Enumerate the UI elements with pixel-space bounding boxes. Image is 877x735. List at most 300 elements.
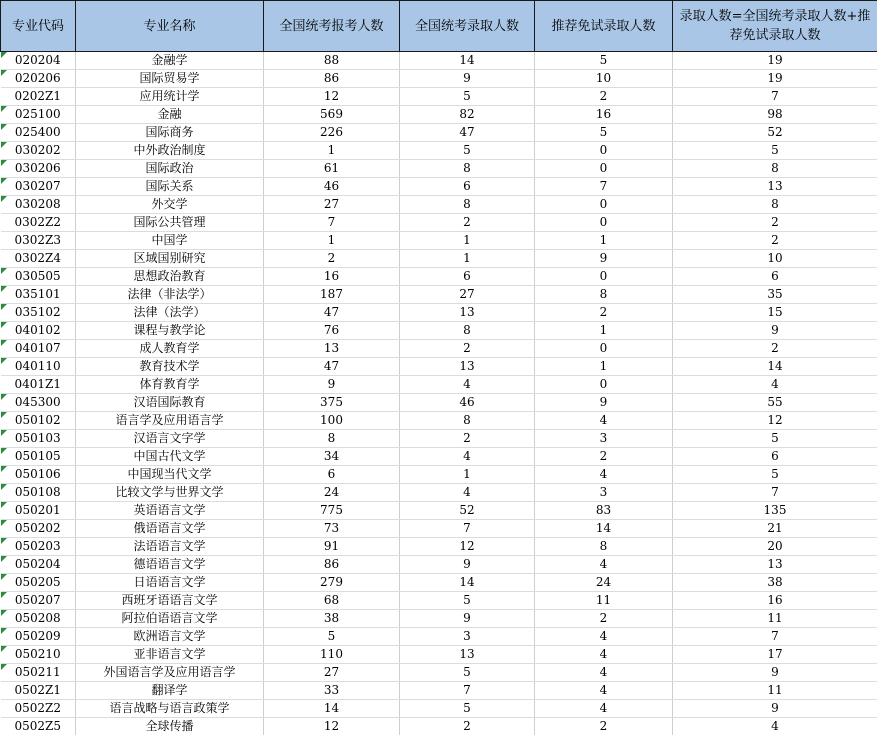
col-header-national-exam-admitted[interactable]: 全国统考录取人数 bbox=[400, 1, 535, 52]
col-header-total-admitted-formula[interactable]: 录取人数=全国统考录取人数+推荐免试录取人数 bbox=[673, 1, 877, 52]
cell-code[interactable]: 025100 bbox=[1, 106, 76, 124]
table-row bbox=[1, 610, 877, 628]
cell-total[interactable]: 35 bbox=[673, 286, 877, 304]
cell-name[interactable]: 外交学 bbox=[76, 196, 264, 214]
cell-name[interactable]: 西班牙语语言文学 bbox=[76, 592, 264, 610]
cell-exempt[interactable]: 4 bbox=[535, 646, 673, 664]
col-header-major-name[interactable]: 专业名称 bbox=[76, 1, 264, 52]
cell-applied[interactable]: 7 bbox=[264, 214, 400, 232]
cell-total[interactable]: 19 bbox=[673, 70, 877, 88]
cell-applied[interactable]: 47 bbox=[264, 304, 400, 322]
cell-admitted[interactable]: 2 bbox=[400, 214, 535, 232]
number-stored-as-text-flag-icon bbox=[1, 610, 7, 616]
cell-code[interactable]: 030202 bbox=[1, 142, 76, 160]
cell-applied[interactable]: 86 bbox=[264, 70, 400, 88]
cell-total[interactable]: 15 bbox=[673, 304, 877, 322]
cell-name[interactable]: 中外政治制度 bbox=[76, 142, 264, 160]
cell-exempt[interactable]: 2 bbox=[535, 448, 673, 466]
cell-applied[interactable]: 1 bbox=[264, 232, 400, 250]
cell-total[interactable]: 38 bbox=[673, 574, 877, 592]
cell-total[interactable]: 20 bbox=[673, 538, 877, 556]
cell-applied[interactable]: 5 bbox=[264, 628, 400, 646]
cell-code[interactable]: 020206 bbox=[1, 70, 76, 88]
cell-code[interactable]: 0502Z5 bbox=[1, 718, 76, 735]
cell-applied[interactable]: 569 bbox=[264, 106, 400, 124]
cell-exempt[interactable]: 14 bbox=[535, 520, 673, 538]
cell-total[interactable]: 135 bbox=[673, 502, 877, 520]
col-header-recommended-exempt-admitted[interactable]: 推荐免试录取人数 bbox=[535, 1, 673, 52]
cell-admitted[interactable]: 27 bbox=[400, 286, 535, 304]
cell-exempt[interactable]: 4 bbox=[535, 556, 673, 574]
cell-admitted[interactable]: 8 bbox=[400, 160, 535, 178]
cell-code[interactable]: 0302Z4 bbox=[1, 250, 76, 268]
table-header-row bbox=[1, 1, 877, 52]
cell-code[interactable]: 040102 bbox=[1, 322, 76, 340]
cell-total[interactable]: 9 bbox=[673, 700, 877, 718]
cell-code[interactable]: 050103 bbox=[1, 430, 76, 448]
cell-exempt[interactable]: 4 bbox=[535, 412, 673, 430]
cell-total[interactable]: 9 bbox=[673, 664, 877, 682]
table-row bbox=[1, 664, 877, 682]
cell-code[interactable]: 050203 bbox=[1, 538, 76, 556]
cell-applied[interactable]: 1 bbox=[264, 142, 400, 160]
cell-name[interactable]: 欧洲语言文学 bbox=[76, 628, 264, 646]
table-row bbox=[1, 124, 877, 142]
cell-code[interactable]: 050106 bbox=[1, 466, 76, 484]
cell-name[interactable]: 成人教育学 bbox=[76, 340, 264, 358]
table-row bbox=[1, 556, 877, 574]
cell-applied[interactable]: 88 bbox=[264, 52, 400, 70]
number-stored-as-text-flag-icon bbox=[1, 142, 7, 148]
cell-applied[interactable]: 46 bbox=[264, 178, 400, 196]
cell-admitted[interactable]: 6 bbox=[400, 178, 535, 196]
cell-exempt[interactable]: 3 bbox=[535, 430, 673, 448]
cell-name[interactable]: 体育教育学 bbox=[76, 376, 264, 394]
cell-admitted[interactable]: 5 bbox=[400, 142, 535, 160]
table-row bbox=[1, 502, 877, 520]
cell-exempt[interactable]: 1 bbox=[535, 232, 673, 250]
cell-total[interactable]: 8 bbox=[673, 160, 877, 178]
cell-code[interactable]: 0401Z1 bbox=[1, 376, 76, 394]
number-stored-as-text-flag-icon bbox=[1, 628, 7, 634]
number-stored-as-text-flag-icon bbox=[1, 196, 7, 202]
cell-exempt[interactable]: 2 bbox=[535, 718, 673, 735]
cell-name[interactable]: 中国古代文学 bbox=[76, 448, 264, 466]
cell-applied[interactable]: 68 bbox=[264, 592, 400, 610]
table-row bbox=[1, 520, 877, 538]
number-stored-as-text-flag-icon bbox=[1, 574, 7, 580]
cell-code[interactable]: 050204 bbox=[1, 556, 76, 574]
table-row bbox=[1, 448, 877, 466]
cell-code[interactable]: 0502Z2 bbox=[1, 700, 76, 718]
cell-name[interactable]: 俄语语言文学 bbox=[76, 520, 264, 538]
cell-admitted[interactable]: 82 bbox=[400, 106, 535, 124]
table-row bbox=[1, 268, 877, 286]
cell-applied[interactable]: 33 bbox=[264, 682, 400, 700]
cell-total[interactable]: 7 bbox=[673, 88, 877, 106]
cell-name[interactable]: 亚非语言文学 bbox=[76, 646, 264, 664]
cell-applied[interactable]: 27 bbox=[264, 664, 400, 682]
number-stored-as-text-flag-icon bbox=[1, 412, 7, 418]
cell-total[interactable]: 5 bbox=[673, 142, 877, 160]
cell-total[interactable]: 52 bbox=[673, 124, 877, 142]
cell-admitted[interactable]: 14 bbox=[400, 574, 535, 592]
cell-name[interactable]: 课程与教学论 bbox=[76, 322, 264, 340]
cell-code[interactable]: 0502Z1 bbox=[1, 682, 76, 700]
cell-total[interactable]: 17 bbox=[673, 646, 877, 664]
cell-exempt[interactable]: 2 bbox=[535, 610, 673, 628]
cell-exempt[interactable]: 4 bbox=[535, 682, 673, 700]
cell-applied[interactable]: 91 bbox=[264, 538, 400, 556]
cell-applied[interactable]: 47 bbox=[264, 358, 400, 376]
cell-name[interactable]: 汉语言文字学 bbox=[76, 430, 264, 448]
cell-code[interactable]: 040110 bbox=[1, 358, 76, 376]
cell-admitted[interactable]: 6 bbox=[400, 268, 535, 286]
cell-admitted[interactable]: 4 bbox=[400, 448, 535, 466]
cell-name[interactable]: 金融 bbox=[76, 106, 264, 124]
cell-admitted[interactable]: 2 bbox=[400, 430, 535, 448]
number-stored-as-text-flag-icon bbox=[1, 268, 7, 274]
cell-exempt[interactable]: 83 bbox=[535, 502, 673, 520]
number-stored-as-text-flag-icon bbox=[1, 124, 7, 130]
cell-exempt[interactable]: 16 bbox=[535, 106, 673, 124]
cell-code[interactable]: 050211 bbox=[1, 664, 76, 682]
cell-name[interactable]: 全球传播 bbox=[76, 718, 264, 735]
cell-name[interactable]: 国际公共管理 bbox=[76, 214, 264, 232]
table-row bbox=[1, 160, 877, 178]
cell-exempt[interactable]: 1 bbox=[535, 358, 673, 376]
cell-applied[interactable]: 38 bbox=[264, 610, 400, 628]
cell-name[interactable]: 区域国别研究 bbox=[76, 250, 264, 268]
cell-admitted[interactable]: 14 bbox=[400, 52, 535, 70]
cell-code[interactable]: 025400 bbox=[1, 124, 76, 142]
cell-admitted[interactable]: 7 bbox=[400, 520, 535, 538]
cell-applied[interactable]: 6 bbox=[264, 466, 400, 484]
number-stored-as-text-flag-icon bbox=[1, 520, 7, 526]
cell-applied[interactable]: 279 bbox=[264, 574, 400, 592]
table-row bbox=[1, 718, 877, 735]
cell-name[interactable]: 国际关系 bbox=[76, 178, 264, 196]
table-row bbox=[1, 538, 877, 556]
cell-name[interactable]: 德语语言文学 bbox=[76, 556, 264, 574]
cell-name[interactable]: 教育技术学 bbox=[76, 358, 264, 376]
cell-exempt[interactable]: 2 bbox=[535, 304, 673, 322]
table-row bbox=[1, 358, 877, 376]
cell-admitted[interactable]: 5 bbox=[400, 88, 535, 106]
table-row bbox=[1, 412, 877, 430]
cell-exempt[interactable]: 4 bbox=[535, 628, 673, 646]
cell-name[interactable]: 法律（非法学） bbox=[76, 286, 264, 304]
number-stored-as-text-flag-icon bbox=[1, 394, 7, 400]
number-stored-as-text-flag-icon bbox=[1, 304, 7, 310]
table-row bbox=[1, 628, 877, 646]
cell-name[interactable]: 语言战略与语言政策学 bbox=[76, 700, 264, 718]
cell-admitted[interactable]: 13 bbox=[400, 646, 535, 664]
cell-exempt[interactable]: 2 bbox=[535, 88, 673, 106]
cell-total[interactable]: 9 bbox=[673, 322, 877, 340]
cell-admitted[interactable]: 9 bbox=[400, 556, 535, 574]
cell-exempt[interactable]: 0 bbox=[535, 340, 673, 358]
cell-total[interactable]: 6 bbox=[673, 268, 877, 286]
number-stored-as-text-flag-icon bbox=[1, 556, 7, 562]
number-stored-as-text-flag-icon bbox=[1, 322, 7, 328]
cell-admitted[interactable]: 8 bbox=[400, 412, 535, 430]
cell-admitted[interactable]: 8 bbox=[400, 196, 535, 214]
table-row bbox=[1, 466, 877, 484]
cell-admitted[interactable]: 5 bbox=[400, 592, 535, 610]
cell-applied[interactable]: 86 bbox=[264, 556, 400, 574]
cell-code[interactable]: 030208 bbox=[1, 196, 76, 214]
cell-total[interactable]: 16 bbox=[673, 592, 877, 610]
cell-applied[interactable]: 12 bbox=[264, 718, 400, 735]
table-row bbox=[1, 376, 877, 394]
number-stored-as-text-flag-icon bbox=[1, 646, 7, 652]
cell-code[interactable]: 050202 bbox=[1, 520, 76, 538]
cell-total[interactable]: 11 bbox=[673, 682, 877, 700]
cell-total[interactable]: 2 bbox=[673, 214, 877, 232]
cell-applied[interactable]: 187 bbox=[264, 286, 400, 304]
cell-name[interactable]: 思想政治教育 bbox=[76, 268, 264, 286]
number-stored-as-text-flag-icon bbox=[1, 592, 7, 598]
cell-total[interactable]: 19 bbox=[673, 52, 877, 70]
cell-exempt[interactable]: 9 bbox=[535, 394, 673, 412]
cell-name[interactable]: 翻译学 bbox=[76, 682, 264, 700]
cell-applied[interactable]: 34 bbox=[264, 448, 400, 466]
cell-exempt[interactable]: 0 bbox=[535, 214, 673, 232]
cell-name[interactable]: 语言学及应用语言学 bbox=[76, 412, 264, 430]
cell-total[interactable]: 11 bbox=[673, 610, 877, 628]
cell-applied[interactable]: 76 bbox=[264, 322, 400, 340]
cell-applied[interactable]: 775 bbox=[264, 502, 400, 520]
cell-total[interactable]: 55 bbox=[673, 394, 877, 412]
cell-applied[interactable]: 16 bbox=[264, 268, 400, 286]
table-row bbox=[1, 286, 877, 304]
cell-total[interactable]: 6 bbox=[673, 448, 877, 466]
cell-total[interactable]: 10 bbox=[673, 250, 877, 268]
cell-exempt[interactable]: 4 bbox=[535, 664, 673, 682]
cell-admitted[interactable]: 2 bbox=[400, 340, 535, 358]
cell-total[interactable]: 7 bbox=[673, 484, 877, 502]
cell-code[interactable]: 045300 bbox=[1, 394, 76, 412]
cell-name[interactable]: 中国现当代文学 bbox=[76, 466, 264, 484]
number-stored-as-text-flag-icon bbox=[1, 160, 7, 166]
cell-code[interactable]: 050201 bbox=[1, 502, 76, 520]
cell-applied[interactable]: 100 bbox=[264, 412, 400, 430]
cell-code[interactable]: 050102 bbox=[1, 412, 76, 430]
table-body bbox=[1, 52, 877, 735]
number-stored-as-text-flag-icon bbox=[1, 466, 7, 472]
number-stored-as-text-flag-icon bbox=[1, 664, 7, 670]
cell-admitted[interactable]: 9 bbox=[400, 610, 535, 628]
cell-total[interactable]: 12 bbox=[673, 412, 877, 430]
cell-code[interactable]: 040107 bbox=[1, 340, 76, 358]
cell-exempt[interactable]: 0 bbox=[535, 160, 673, 178]
cell-applied[interactable]: 27 bbox=[264, 196, 400, 214]
cell-total[interactable]: 8 bbox=[673, 196, 877, 214]
cell-applied[interactable]: 13 bbox=[264, 340, 400, 358]
cell-admitted[interactable]: 12 bbox=[400, 538, 535, 556]
table-row bbox=[1, 250, 877, 268]
cell-name[interactable]: 国际贸易学 bbox=[76, 70, 264, 88]
cell-exempt[interactable]: 7 bbox=[535, 178, 673, 196]
cell-exempt[interactable]: 9 bbox=[535, 250, 673, 268]
cell-admitted[interactable]: 8 bbox=[400, 322, 535, 340]
cell-exempt[interactable]: 5 bbox=[535, 124, 673, 142]
number-stored-as-text-flag-icon bbox=[1, 340, 7, 346]
cell-admitted[interactable]: 46 bbox=[400, 394, 535, 412]
cell-applied[interactable]: 8 bbox=[264, 430, 400, 448]
number-stored-as-text-flag-icon bbox=[1, 502, 7, 508]
cell-exempt[interactable]: 24 bbox=[535, 574, 673, 592]
cell-total[interactable]: 5 bbox=[673, 430, 877, 448]
cell-total[interactable]: 98 bbox=[673, 106, 877, 124]
cell-admitted[interactable]: 3 bbox=[400, 628, 535, 646]
cell-exempt[interactable]: 8 bbox=[535, 286, 673, 304]
cell-applied[interactable]: 9 bbox=[264, 376, 400, 394]
cell-name[interactable]: 法语语言文学 bbox=[76, 538, 264, 556]
cell-total[interactable]: 4 bbox=[673, 376, 877, 394]
cell-total[interactable]: 13 bbox=[673, 556, 877, 574]
cell-name[interactable]: 应用统计学 bbox=[76, 88, 264, 106]
cell-admitted[interactable]: 5 bbox=[400, 664, 535, 682]
number-stored-as-text-flag-icon bbox=[1, 52, 7, 58]
number-stored-as-text-flag-icon bbox=[1, 286, 7, 292]
cell-applied[interactable]: 110 bbox=[264, 646, 400, 664]
cell-name[interactable]: 比较文学与世界文学 bbox=[76, 484, 264, 502]
cell-admitted[interactable]: 1 bbox=[400, 466, 535, 484]
cell-admitted[interactable]: 4 bbox=[400, 376, 535, 394]
table-row bbox=[1, 106, 877, 124]
table-row bbox=[1, 196, 877, 214]
cell-code[interactable]: 0202Z1 bbox=[1, 88, 76, 106]
cell-admitted[interactable]: 9 bbox=[400, 70, 535, 88]
table-row bbox=[1, 70, 877, 88]
cell-applied[interactable]: 2 bbox=[264, 250, 400, 268]
cell-exempt[interactable]: 8 bbox=[535, 538, 673, 556]
cell-total[interactable]: 21 bbox=[673, 520, 877, 538]
table-row bbox=[1, 484, 877, 502]
cell-exempt[interactable]: 4 bbox=[535, 466, 673, 484]
table-row bbox=[1, 322, 877, 340]
cell-total[interactable]: 5 bbox=[673, 466, 877, 484]
cell-code[interactable]: 020204 bbox=[1, 52, 76, 70]
cell-admitted[interactable]: 5 bbox=[400, 700, 535, 718]
number-stored-as-text-flag-icon bbox=[1, 448, 7, 454]
cell-exempt[interactable]: 0 bbox=[535, 376, 673, 394]
cell-code[interactable]: 030207 bbox=[1, 178, 76, 196]
cell-code[interactable]: 030206 bbox=[1, 160, 76, 178]
cell-code[interactable]: 050108 bbox=[1, 484, 76, 502]
table-row bbox=[1, 142, 877, 160]
number-stored-as-text-flag-icon bbox=[1, 70, 7, 76]
cell-code[interactable]: 0302Z3 bbox=[1, 232, 76, 250]
cell-admitted[interactable]: 1 bbox=[400, 232, 535, 250]
cell-code[interactable]: 050209 bbox=[1, 628, 76, 646]
table-row bbox=[1, 214, 877, 232]
cell-total[interactable]: 7 bbox=[673, 628, 877, 646]
table-row bbox=[1, 88, 877, 106]
cell-code[interactable]: 050210 bbox=[1, 646, 76, 664]
table-row bbox=[1, 682, 877, 700]
cell-admitted[interactable]: 4 bbox=[400, 484, 535, 502]
cell-admitted[interactable]: 47 bbox=[400, 124, 535, 142]
cell-code[interactable]: 035101 bbox=[1, 286, 76, 304]
cell-applied[interactable]: 226 bbox=[264, 124, 400, 142]
cell-code[interactable]: 050207 bbox=[1, 592, 76, 610]
cell-admitted[interactable]: 52 bbox=[400, 502, 535, 520]
cell-name[interactable]: 英语语言文学 bbox=[76, 502, 264, 520]
cell-exempt[interactable]: 5 bbox=[535, 52, 673, 70]
cell-code[interactable]: 050208 bbox=[1, 610, 76, 628]
cell-name[interactable]: 日语语言文学 bbox=[76, 574, 264, 592]
cell-name[interactable]: 国际商务 bbox=[76, 124, 264, 142]
cell-name[interactable]: 金融学 bbox=[76, 52, 264, 70]
cell-exempt[interactable]: 11 bbox=[535, 592, 673, 610]
col-header-major-code[interactable]: 专业代码 bbox=[1, 1, 76, 52]
cell-total[interactable]: 2 bbox=[673, 340, 877, 358]
cell-applied[interactable]: 375 bbox=[264, 394, 400, 412]
cell-applied[interactable]: 12 bbox=[264, 88, 400, 106]
cell-total[interactable]: 2 bbox=[673, 232, 877, 250]
col-header-national-exam-applicants[interactable]: 全国统考报考人数 bbox=[264, 1, 400, 52]
table-row bbox=[1, 700, 877, 718]
cell-code[interactable]: 0302Z2 bbox=[1, 214, 76, 232]
cell-admitted[interactable]: 7 bbox=[400, 682, 535, 700]
number-stored-as-text-flag-icon bbox=[1, 178, 7, 184]
cell-name[interactable]: 国际政治 bbox=[76, 160, 264, 178]
number-stored-as-text-flag-icon bbox=[1, 484, 7, 490]
cell-name[interactable]: 外国语言学及应用语言学 bbox=[76, 664, 264, 682]
cell-name[interactable]: 汉语国际教育 bbox=[76, 394, 264, 412]
number-stored-as-text-flag-icon bbox=[1, 430, 7, 436]
cell-code[interactable]: 050105 bbox=[1, 448, 76, 466]
cell-exempt[interactable]: 0 bbox=[535, 142, 673, 160]
table-row bbox=[1, 52, 877, 70]
table-row bbox=[1, 574, 877, 592]
cell-admitted[interactable]: 13 bbox=[400, 304, 535, 322]
cell-applied[interactable]: 61 bbox=[264, 160, 400, 178]
cell-admitted[interactable]: 13 bbox=[400, 358, 535, 376]
table-row bbox=[1, 178, 877, 196]
cell-exempt[interactable]: 0 bbox=[535, 196, 673, 214]
number-stored-as-text-flag-icon bbox=[1, 358, 7, 364]
cell-exempt[interactable]: 3 bbox=[535, 484, 673, 502]
cell-exempt[interactable]: 4 bbox=[535, 700, 673, 718]
cell-exempt[interactable]: 1 bbox=[535, 322, 673, 340]
cell-applied[interactable]: 24 bbox=[264, 484, 400, 502]
table-row bbox=[1, 430, 877, 448]
cell-total[interactable]: 13 bbox=[673, 178, 877, 196]
cell-applied[interactable]: 14 bbox=[264, 700, 400, 718]
cell-applied[interactable]: 73 bbox=[264, 520, 400, 538]
cell-total[interactable]: 14 bbox=[673, 358, 877, 376]
cell-name[interactable]: 法律（法学） bbox=[76, 304, 264, 322]
table-row bbox=[1, 232, 877, 250]
cell-exempt[interactable]: 0 bbox=[535, 268, 673, 286]
table-row bbox=[1, 592, 877, 610]
cell-total[interactable]: 4 bbox=[673, 718, 877, 735]
number-stored-as-text-flag-icon bbox=[1, 106, 7, 112]
cell-exempt[interactable]: 10 bbox=[535, 70, 673, 88]
cell-name[interactable]: 中国学 bbox=[76, 232, 264, 250]
cell-code[interactable]: 035102 bbox=[1, 304, 76, 322]
cell-admitted[interactable]: 1 bbox=[400, 250, 535, 268]
cell-name[interactable]: 阿拉伯语语言文学 bbox=[76, 610, 264, 628]
cell-admitted[interactable]: 2 bbox=[400, 718, 535, 735]
cell-code[interactable]: 050205 bbox=[1, 574, 76, 592]
cell-code[interactable]: 030505 bbox=[1, 268, 76, 286]
number-stored-as-text-flag-icon bbox=[1, 538, 7, 544]
